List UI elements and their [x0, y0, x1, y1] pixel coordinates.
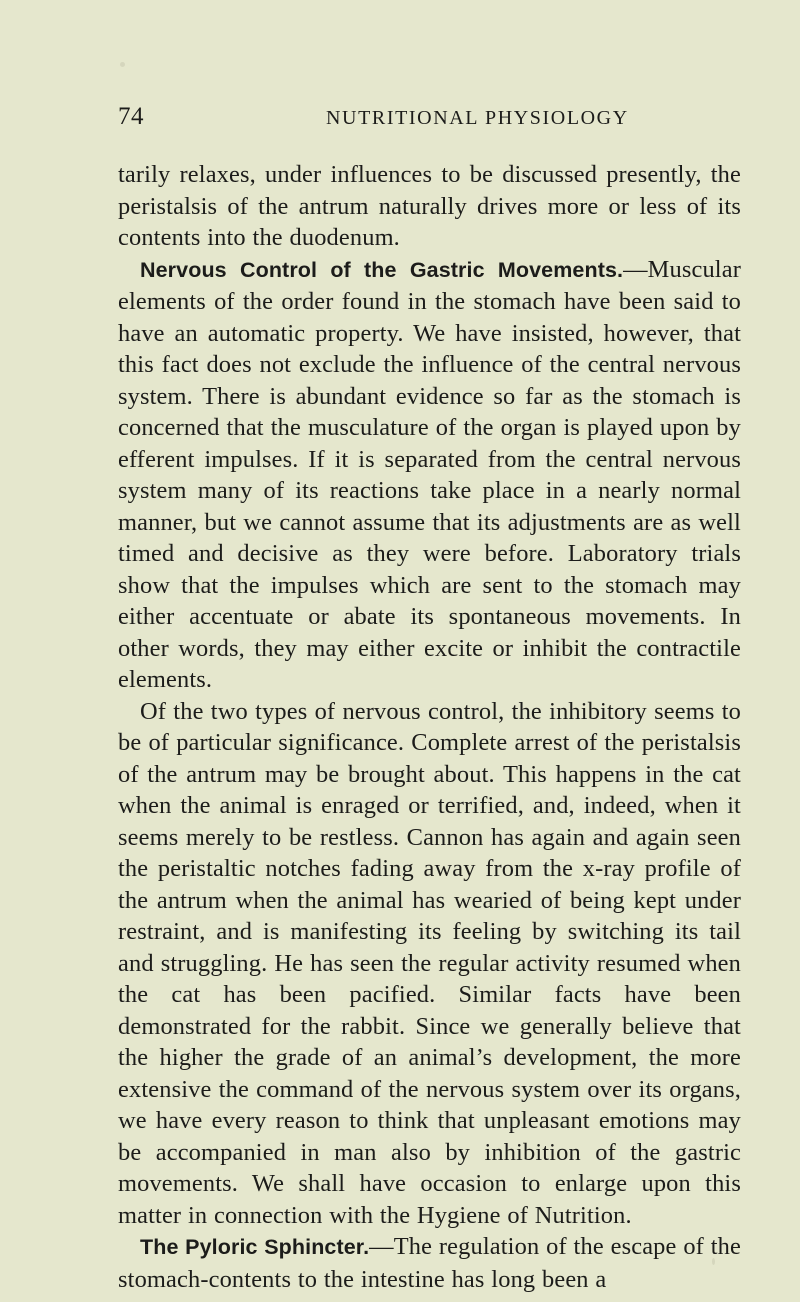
page-header: [118, 103, 758, 143]
body-text: [118, 159, 741, 1295]
paragraph-text: —The regulation of the escape of the stomach-contents to the intestine has long been a: [118, 1233, 742, 1293]
section-heading: Nervous Control of the Gastric Movements.: [140, 257, 624, 282]
paragraph-inhibitory-control: [118, 696, 741, 1232]
page-number: 74: [118, 103, 144, 130]
paragraph-text: tarily relaxes, under influences to be discussed presently, the peristalsis of the antrum naturally drives more or less of its contents into the duodenum.: [118, 161, 741, 251]
paper-blemish: [120, 62, 125, 67]
section-heading: The Pyloric Sphincter.: [140, 1235, 370, 1259]
paragraph-text: —Muscular elements of the order found in the stomach have been said to have an automatic property. We have insisted, however, that this fact does not exclude the influence of the central nervous system. There is abundant evidence so far as the stomach is concerned that the musculature of the organ is played upon by efferent impulses. If it is separated from the central nervous system many of its reactions take place in a nearly normal manner, but we cannot assume that its adjustments are as well timed and decisive as they were before. Laboratory trials show that the impulses which are sent to the stomach may either accentuate or abate its spontaneous movements. In other words, they may either excite or inhibit the contractile elements.: [118, 255, 741, 693]
running-head: NUTRITIONAL PHYSIOLOGY: [326, 107, 629, 129]
paragraph-continuation: [118, 159, 741, 254]
paragraph-nervous-control: [118, 254, 741, 696]
paragraph-pyloric-sphincter: [118, 1231, 741, 1295]
paragraph-text: Of the two types of nervous control, the inhibitory seems to be of particular significance. Complete arrest of the peristalsis of the antrum may be brought about. This happens in the cat when the animal is enraged or terrified, and, indeed, when it seems merely to be restless. Cannon has again and again seen the peristaltic notches fading away from the x-ray profile of the antrum when the animal has wearied of being kept under restraint, and is manifesting its feeling by switching its tail and struggling. He has seen the regular activity resumed when the cat has been pacified. Similar facts have been demonstrated for the rabbit. Since we generally believe that the higher the grade of an animal’s development, the more extensive the command of the nervous system over its organs, we have every reason to think that unpleasant emotions may be accompanied in man also by inhibition of the gastric movements. We shall have occasion to enlarge upon this matter in connection with the Hygiene of Nutrition.: [118, 697, 741, 1229]
